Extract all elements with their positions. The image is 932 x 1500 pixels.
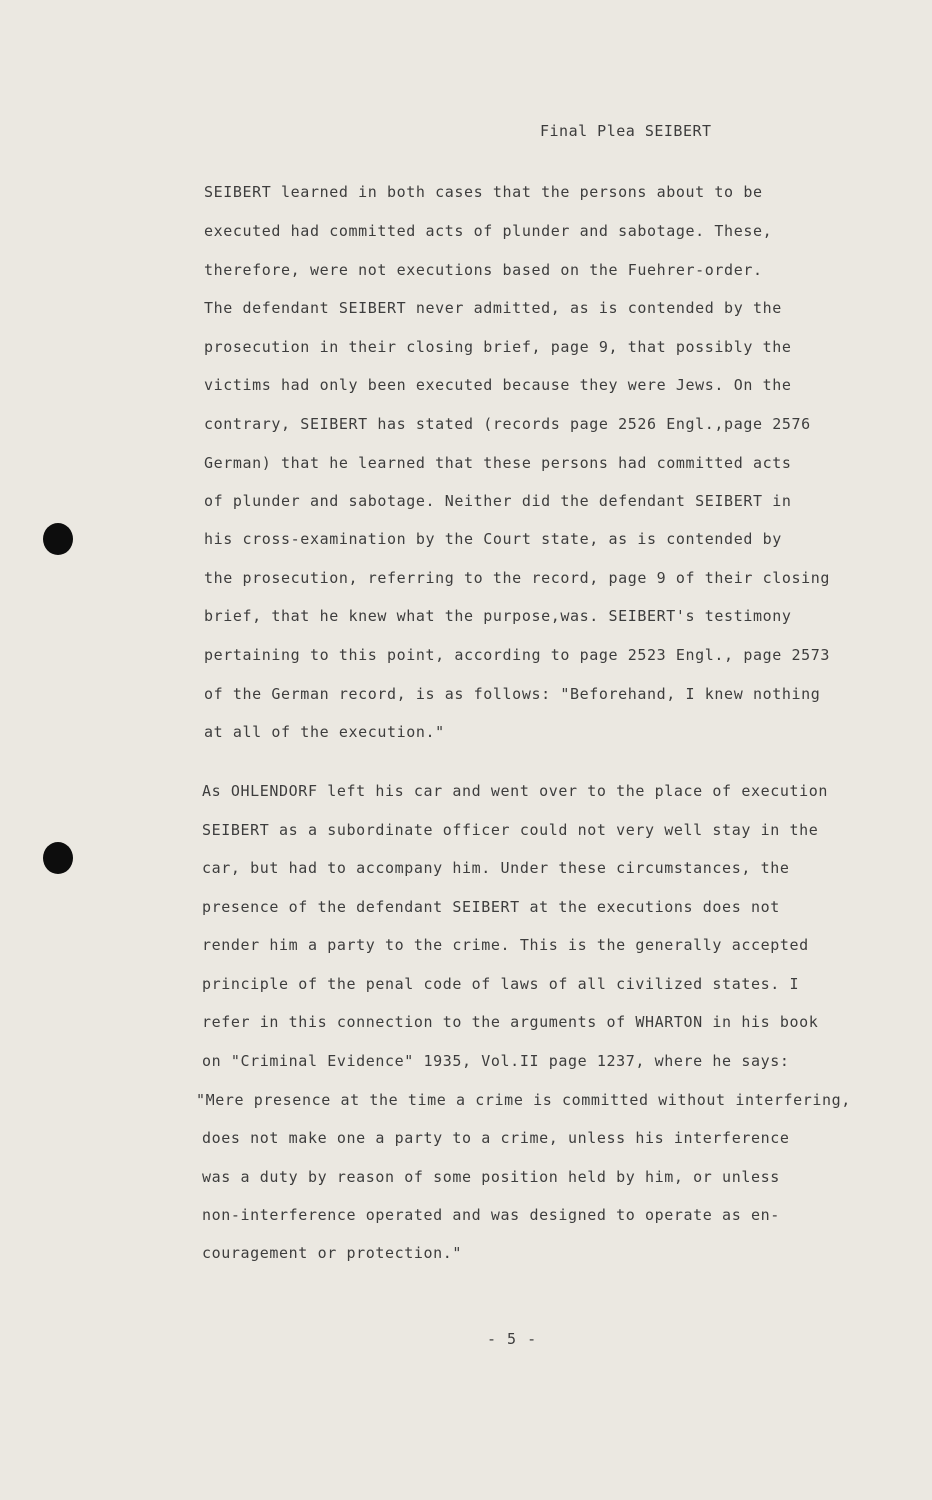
text-line: non-interference operated and was designed to operate as en- <box>202 1206 780 1224</box>
text-line: As OHLENDORF left his car and went over to the place of execution <box>202 782 828 800</box>
text-line: at all of the execution." <box>204 723 445 741</box>
text-line: couragement or protection." <box>202 1244 463 1262</box>
text-line: his cross-examination by the Court state, as is contended by <box>204 530 782 548</box>
text-line: prosecution in their closing brief, page 9, that possibly the <box>204 338 792 356</box>
text-line: car, but had to accompany him. Under these circumstances, the <box>202 859 790 877</box>
text-line: presence of the defendant SEIBERT at the executions does not <box>202 898 780 916</box>
text-line: victims had only been executed because they were Jews. On the <box>204 376 792 394</box>
text-line: executed had committed acts of plunder and sabotage. These, <box>204 222 773 240</box>
text-line: the prosecution, referring to the record, page 9 of their closing <box>204 569 830 587</box>
text-line: German) that he learned that these persons had committed acts <box>204 454 792 472</box>
text-line: of plunder and sabotage. Neither did the defendant SEIBERT in <box>204 492 792 510</box>
text-line: brief, that he knew what the purpose,was. SEIBERT's testimony <box>204 607 792 625</box>
text-line: therefore, were not executions based on the Fuehrer-order. <box>204 261 763 279</box>
text-line: render him a party to the crime. This is the generally accepted <box>202 936 809 954</box>
page-number: - 5 - <box>487 1330 538 1348</box>
text-line: SEIBERT as a subordinate officer could not very well stay in the <box>202 821 819 839</box>
text-line: refer in this connection to the arguments of WHARTON in his book <box>202 1013 819 1031</box>
text-line: of the German record, is as follows: "Beforehand, I knew nothing <box>204 685 821 703</box>
text-line: The defendant SEIBERT never admitted, as is contended by the <box>204 299 782 317</box>
text-line: SEIBERT learned in both cases that the persons about to be <box>204 183 763 201</box>
text-line: "Mere presence at the time a crime is committed without interfering, <box>196 1091 851 1109</box>
text-line: does not make one a party to a crime, unless his interference <box>202 1129 790 1147</box>
text-line: contrary, SEIBERT has stated (records page 2526 Engl.,page 2576 <box>204 415 811 433</box>
text-line: was a duty by reason of some position held by him, or unless <box>202 1168 780 1186</box>
page-header: Final Plea SEIBERT <box>540 122 712 140</box>
text-line: on "Criminal Evidence" 1935, Vol.II page 1237, where he says: <box>202 1052 790 1070</box>
text-line: pertaining to this point, according to page 2523 Engl., page 2573 <box>204 646 830 664</box>
text-line: principle of the penal code of laws of all civilized states. I <box>202 975 800 993</box>
punch-hole-bottom <box>43 842 73 874</box>
punch-hole-top <box>43 523 73 555</box>
